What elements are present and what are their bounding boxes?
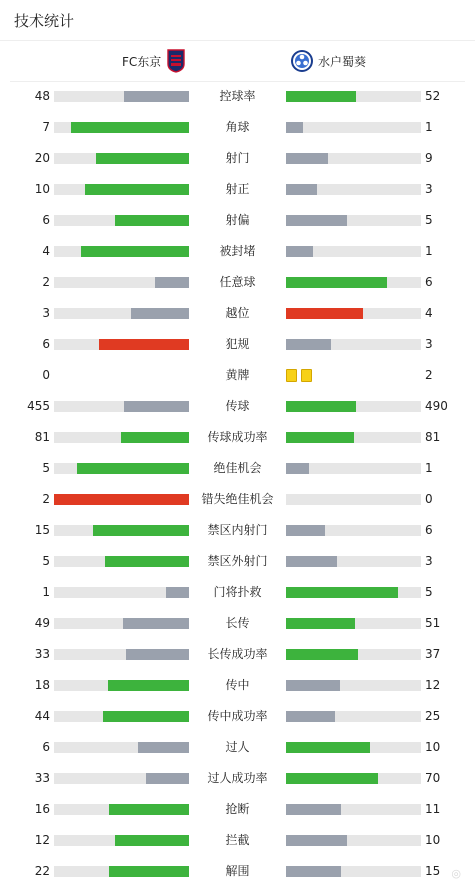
away-bar [286,742,421,753]
stat-row [0,81,475,112]
home-value: 81 [34,430,50,444]
home-bar-fill [166,587,189,598]
home-bar-fill [138,742,189,753]
away-bar [286,308,421,319]
away-bar-fill [286,339,331,350]
stat-row [0,174,475,205]
away-value: 81 [425,430,441,444]
yellow-card-icon [301,369,312,382]
stat-label: 拦截 [225,833,250,847]
away-bar [286,184,421,195]
stat-label: 长传成功率 [207,647,268,661]
home-value: 2 [42,492,50,506]
stat-label: 禁区外射门 [207,554,268,568]
away-bar [286,835,421,846]
away-bar [286,277,421,288]
home-bar-fill [103,711,189,722]
away-bar [286,432,421,443]
away-bar [286,618,421,629]
stat-label: 犯规 [225,337,250,351]
away-bar-fill [286,184,317,195]
away-bar [286,680,421,691]
home-bar-fill [146,773,189,784]
stat-label: 黄牌 [225,368,250,382]
home-bar [54,804,189,815]
home-bar-fill [121,432,189,443]
away-bar [286,401,421,412]
stat-label: 错失绝佳机会 [201,492,274,506]
home-value: 5 [42,554,50,568]
stat-row [0,546,475,577]
away-bar-fill [286,773,378,784]
stat-label: 过人成功率 [207,771,268,785]
away-value: 2 [425,368,433,382]
away-bar [286,215,421,226]
home-value: 12 [34,833,50,847]
stat-label: 传中成功率 [207,709,268,723]
home-bar-fill [126,649,189,660]
away-bar [286,494,421,505]
stat-label: 传中 [225,678,250,692]
stats-list [0,81,475,887]
home-bar-fill [71,122,189,133]
away-value: 3 [425,554,433,568]
stat-label: 越位 [225,306,250,320]
away-bar-fill [286,618,355,629]
home-bar-fill [109,866,189,877]
stat-row [0,515,475,546]
away-bar-fill [286,122,303,133]
stat-label: 角球 [225,120,250,134]
stat-row [0,639,475,670]
home-value: 18 [34,678,50,692]
away-bar-fill [286,680,340,691]
away-value: 1 [425,120,433,134]
away-value: 11 [425,802,441,816]
stat-row [0,732,475,763]
home-bar-fill [131,308,189,319]
away-value: 15 [425,864,441,878]
away-bar-fill [286,432,354,443]
stat-label: 抢断 [225,802,250,816]
home-bar-fill [108,680,189,691]
home-bar [54,742,189,753]
home-team-name: FC东京 [122,54,162,69]
away-bar-fill [286,463,309,474]
home-bar-fill [105,556,189,567]
away-value: 3 [425,182,433,196]
away-bar-fill [286,401,356,412]
away-yellow-cards [286,369,316,382]
away-bar [286,804,421,815]
stat-row [0,608,475,639]
stat-row [0,391,475,422]
away-bar [286,525,421,536]
away-bar-fill [286,835,347,846]
away-bar [286,587,421,598]
stat-row [0,267,475,298]
home-bar-fill [96,153,189,164]
away-bar-fill [286,153,328,164]
home-value: 2 [42,275,50,289]
home-value: 15 [34,523,50,537]
home-bar [54,680,189,691]
away-value: 5 [425,213,433,227]
home-value: 1 [42,585,50,599]
stat-label: 传球 [225,399,250,413]
away-value: 12 [425,678,441,692]
away-team[interactable] [290,41,366,81]
away-bar-fill [286,277,387,288]
stat-row [0,484,475,515]
home-value: 49 [34,616,50,630]
home-value: 6 [42,213,50,227]
away-bar [286,866,421,877]
home-bar [54,835,189,846]
home-value: 6 [42,337,50,351]
away-bar-fill [286,804,341,815]
stat-row [0,360,475,391]
home-bar [54,91,189,102]
stat-label: 任意球 [219,275,256,289]
home-bar-fill [123,618,189,629]
away-value: 10 [425,833,441,847]
away-value: 10 [425,740,441,754]
home-bar [54,339,189,350]
away-bar [286,91,421,102]
away-value: 51 [425,616,441,630]
stats-header [0,0,475,41]
teams-row [10,41,465,82]
away-value: 1 [425,244,433,258]
stat-row [0,825,475,856]
stat-row [0,298,475,329]
away-value: 3 [425,337,433,351]
home-value: 455 [27,399,50,413]
away-bar [286,339,421,350]
home-bar [54,401,189,412]
home-value: 44 [34,709,50,723]
home-value: 16 [34,802,50,816]
stat-row [0,453,475,484]
away-bar [286,153,421,164]
home-bar [54,432,189,443]
home-bar [54,556,189,567]
away-bar [286,649,421,660]
stat-label: 长传 [225,616,250,630]
home-bar [54,122,189,133]
home-bar [54,153,189,164]
home-value: 5 [42,461,50,475]
home-value: 20 [34,151,50,165]
stat-row [0,763,475,794]
stat-label: 过人 [225,740,250,754]
home-bar-fill [81,246,189,257]
home-bar-fill [54,494,189,505]
stat-label: 解围 [225,864,250,878]
home-bar [54,246,189,257]
away-bar [286,773,421,784]
home-bar [54,618,189,629]
away-bar-fill [286,525,325,536]
home-bar-fill [93,525,189,536]
away-value: 0 [425,492,433,506]
away-value: 52 [425,89,441,103]
home-bar [54,277,189,288]
away-value: 4 [425,306,433,320]
stat-label: 射偏 [225,213,250,227]
yellow-card-icon [286,369,297,382]
stat-row [0,577,475,608]
away-bar-fill [286,649,358,660]
stat-row [0,422,475,453]
mito-hollyhock-crest-icon [290,49,314,73]
stat-label: 射正 [225,182,250,196]
stat-row [0,236,475,267]
stat-row [0,856,475,887]
home-value: 6 [42,740,50,754]
away-value: 70 [425,771,441,785]
away-bar-fill [286,711,335,722]
away-team-name: 水户蜀葵 [318,54,367,69]
away-bar-fill [286,91,356,102]
stat-label: 门将扑救 [213,585,262,599]
away-bar-fill [286,587,398,598]
away-value: 1 [425,461,433,475]
stat-label: 绝佳机会 [213,461,262,475]
away-value: 6 [425,275,433,289]
home-value: 10 [34,182,50,196]
home-bar-fill [124,91,189,102]
home-bar-fill [109,804,189,815]
stat-label: 射门 [225,151,250,165]
home-value: 22 [34,864,50,878]
home-bar [54,587,189,598]
home-bar [54,215,189,226]
home-bar [54,463,189,474]
away-bar [286,246,421,257]
away-bar-fill [286,556,337,567]
home-bar [54,494,189,505]
away-value: 37 [425,647,441,661]
home-bar [54,184,189,195]
stat-row [0,205,475,236]
home-bar-fill [85,184,189,195]
away-bar-fill [286,215,347,226]
home-value: 33 [34,647,50,661]
home-bar-fill [115,215,189,226]
away-bar [286,463,421,474]
home-bar-fill [155,277,189,288]
home-bar [54,773,189,784]
stat-label: 控球率 [219,89,256,103]
away-bar-fill [286,246,313,257]
home-value: 48 [34,89,50,103]
home-bar [54,866,189,877]
away-value: 5 [425,585,433,599]
stat-row [0,701,475,732]
home-bar-fill [99,339,189,350]
away-bar-fill [286,308,363,319]
home-value: 33 [34,771,50,785]
stat-row [0,143,475,174]
stat-label: 被封堵 [219,244,256,258]
page-title: 技术统计 [14,12,75,30]
home-value: 3 [42,306,50,320]
away-bar [286,556,421,567]
away-bar-fill [286,866,341,877]
home-value: 7 [42,120,50,134]
stat-label: 传球成功率 [207,430,268,444]
fc-tokyo-crest-icon [167,49,185,73]
away-value: 6 [425,523,433,537]
home-bar-fill [115,835,189,846]
home-bar-fill [77,463,189,474]
away-bar-fill [286,742,370,753]
away-bar [286,122,421,133]
away-bar [286,711,421,722]
home-bar [54,711,189,722]
away-value: 490 [425,399,448,413]
watermark-logo-icon: ◎ [451,867,461,880]
home-bar-fill [124,401,189,412]
home-bar [54,649,189,660]
home-team[interactable] [122,41,185,81]
stat-row [0,112,475,143]
home-value: 4 [42,244,50,258]
home-bar [54,308,189,319]
away-value: 25 [425,709,441,723]
away-value: 9 [425,151,433,165]
stat-row [0,329,475,360]
home-bar [54,525,189,536]
stat-row [0,670,475,701]
stat-label: 禁区内射门 [207,523,268,537]
home-value: 0 [42,368,50,382]
stat-row [0,794,475,825]
